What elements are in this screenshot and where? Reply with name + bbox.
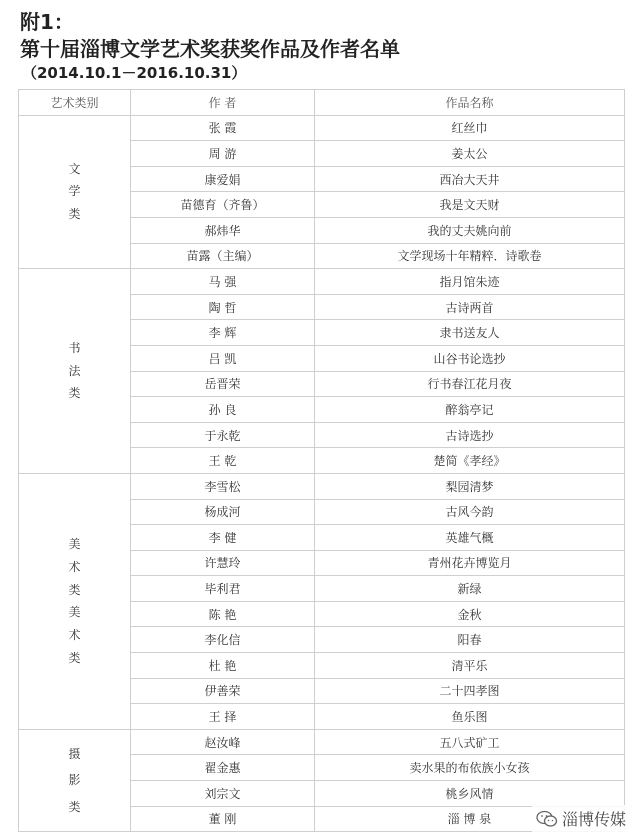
author-cell: 张 霞 <box>131 115 315 141</box>
work-title-cell: 卖水果的布依族小女孩 <box>315 755 625 781</box>
work-title-cell: 醉翁亭记 <box>315 397 625 423</box>
author-cell: 王 乾 <box>131 448 315 474</box>
category-char: 术 <box>68 628 81 643</box>
header-category: 艺术类别 <box>19 90 131 116</box>
category-char: 美 <box>68 536 81 551</box>
work-title-cell: 红丝巾 <box>315 115 625 141</box>
document-title: 第十届淄博文学艺术奖获奖作品及作者名单 <box>20 37 400 61</box>
author-cell: 杜 艳 <box>131 653 315 679</box>
category-char: 类 <box>68 386 81 401</box>
author-cell: 孙 良 <box>131 397 315 423</box>
category-char: 书 <box>68 340 81 355</box>
category-char: 摄 <box>68 746 81 761</box>
author-cell: 岳晋荣 <box>131 371 315 397</box>
work-title-cell: 山谷书论选抄 <box>315 345 625 371</box>
author-cell: 董 刚 <box>131 806 315 832</box>
work-title-cell: 淄 博 泉 <box>315 806 625 832</box>
date-range: （2014.10.1－2016.10.31） <box>22 64 247 82</box>
author-cell: 陈 艳 <box>131 601 315 627</box>
work-title-cell: 姜太公 <box>315 141 625 167</box>
work-title-cell: 阳春 <box>315 627 625 653</box>
watermark-text: 淄博传媒 <box>561 810 626 829</box>
category-char: 术 <box>68 559 81 574</box>
work-title-cell: 古风今韵 <box>315 499 625 525</box>
work-title-cell: 我是文天财 <box>315 192 625 218</box>
category-char: 文 <box>68 161 81 176</box>
author-cell: 许慧玲 <box>131 550 315 576</box>
work-title-cell: 青州花卉博览月 <box>315 550 625 576</box>
author-cell: 翟金惠 <box>131 755 315 781</box>
author-cell: 李 健 <box>131 525 315 551</box>
author-cell: 李 辉 <box>131 320 315 346</box>
work-title-cell: 文学现场十年精粹．诗歌卷 <box>315 243 625 269</box>
author-cell: 马 强 <box>131 269 315 295</box>
category-char: 类 <box>68 207 81 222</box>
author-cell: 赵汝峰 <box>131 729 315 755</box>
author-cell: 周 游 <box>131 141 315 167</box>
work-title-cell: 指月馆朱迹 <box>315 269 625 295</box>
table-row <box>19 269 625 295</box>
category-cell <box>19 269 131 474</box>
author-cell: 吕 凯 <box>131 345 315 371</box>
author-cell: 于永乾 <box>131 422 315 448</box>
author-cell: 李化信 <box>131 627 315 653</box>
author-cell: 康爱娟 <box>131 166 315 192</box>
work-title-cell: 清平乐 <box>315 653 625 679</box>
category-cell <box>19 729 131 831</box>
work-title-cell: 古诗两首 <box>315 294 625 320</box>
category-char: 类 <box>68 582 81 597</box>
author-cell: 苗露（主编） <box>131 243 315 269</box>
author-cell: 杨成河 <box>131 499 315 525</box>
category-char: 学 <box>68 184 81 199</box>
work-title-cell: 新绿 <box>315 576 625 602</box>
award-table <box>18 89 625 832</box>
work-title-cell: 西冶大天井 <box>315 166 625 192</box>
work-title-cell: 英雄气概 <box>315 525 625 551</box>
work-title-cell: 二十四孝图 <box>315 678 625 704</box>
table-header-row <box>19 90 625 116</box>
author-cell: 毕利君 <box>131 576 315 602</box>
category-char: 类 <box>68 650 81 665</box>
attachment-label: 附1： <box>20 10 74 34</box>
watermark <box>532 805 630 832</box>
category-cell <box>19 115 131 269</box>
author-cell: 刘宗文 <box>131 781 315 807</box>
header-author: 作 者 <box>131 90 315 116</box>
work-title-cell: 古诗选抄 <box>315 422 625 448</box>
work-title-cell: 五八式矿工 <box>315 729 625 755</box>
table-row <box>19 729 625 755</box>
category-char: 类 <box>68 799 81 814</box>
header-work: 作品名称 <box>315 90 625 116</box>
author-cell: 郝炜华 <box>131 217 315 243</box>
category-char: 美 <box>68 605 81 620</box>
category-cell <box>19 473 131 729</box>
table-row <box>19 115 625 141</box>
author-cell: 王 择 <box>131 704 315 730</box>
work-title-cell: 桃乡风情 <box>315 781 625 807</box>
category-char: 影 <box>68 773 81 788</box>
work-title-cell: 梨园清梦 <box>315 473 625 499</box>
work-title-cell: 鱼乐图 <box>315 704 625 730</box>
wechat-icon <box>536 810 558 828</box>
category-char: 法 <box>68 363 81 378</box>
work-title-cell: 我的丈夫姚向前 <box>315 217 625 243</box>
work-title-cell: 金秋 <box>315 601 625 627</box>
work-title-cell: 隶书送友人 <box>315 320 625 346</box>
author-cell: 伊善荣 <box>131 678 315 704</box>
work-title-cell: 楚简《孝经》 <box>315 448 625 474</box>
work-title-cell: 行书春江花月夜 <box>315 371 625 397</box>
table-row <box>19 473 625 499</box>
author-cell: 苗德育（齐鲁） <box>131 192 315 218</box>
author-cell: 陶 哲 <box>131 294 315 320</box>
author-cell: 李雪松 <box>131 473 315 499</box>
